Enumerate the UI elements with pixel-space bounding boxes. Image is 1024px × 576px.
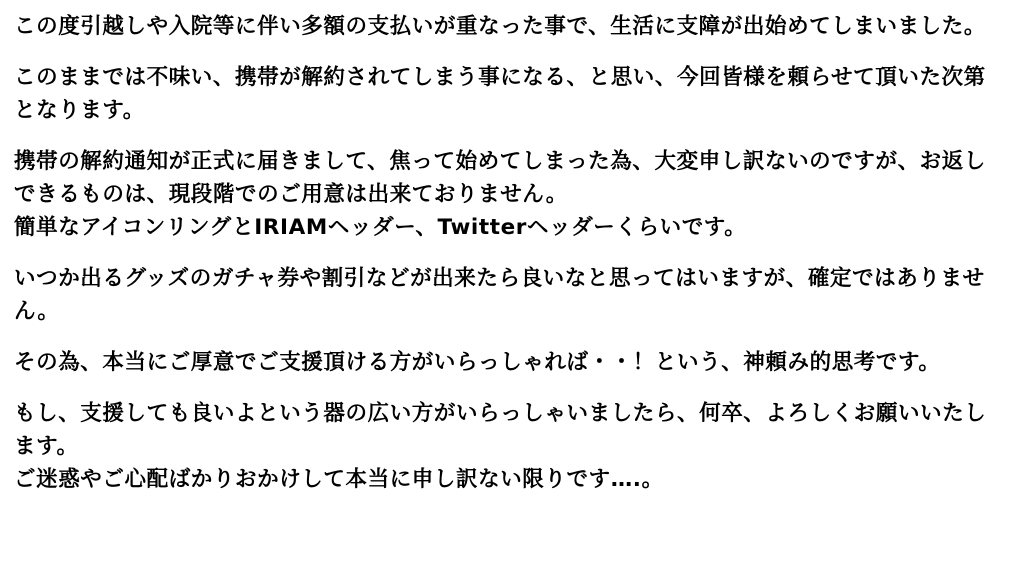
paragraph-2: このままでは不味い、携帯が解約されてしまう事になる、と思い、今回皆様を頼らせて頂いた次第となります。 (14, 65, 986, 123)
paragraph-7: もし、支援しても良いよという器の広い方がいらっしゃいましたら、何卒、よろしくお願いいたします。 (14, 401, 987, 459)
paragraph-5: いつか出るグッズのガチャ券や割引などが出来たら良いなと思ってはいますが、確定ではありません。 (14, 266, 985, 324)
paragraph-spacer (14, 127, 1002, 145)
paragraph-spacer (14, 244, 1002, 262)
paragraph-3: 携帯の解約通知が正式に届きまして、焦って始めてしまった為、大変申し訳ないのですが、お返しできるものは、現段階でのご用意は出来ておりません。 (14, 149, 986, 207)
paragraph-spacer (14, 379, 1002, 397)
paragraph-spacer (14, 43, 1002, 61)
paragraph-spacer (14, 328, 1002, 346)
paragraph-4: 簡単なアイコンリングとIRIAMヘッダー、Twitterヘッダーくらいです。 (14, 215, 747, 240)
paragraph-6: その為、本当にご厚意でご支援頂ける方がいらっしゃれば・・！という、神頼み的思考です。 (14, 350, 941, 375)
paragraph-1: この度引越しや入院等に伴い多額の支払いが重なった事で、生活に支障が出始めてしまいました。 (14, 14, 986, 39)
paragraph-8: ご迷惑やご心配ばかりおかけして本当に申し訳ない限りです….。 (14, 467, 664, 492)
